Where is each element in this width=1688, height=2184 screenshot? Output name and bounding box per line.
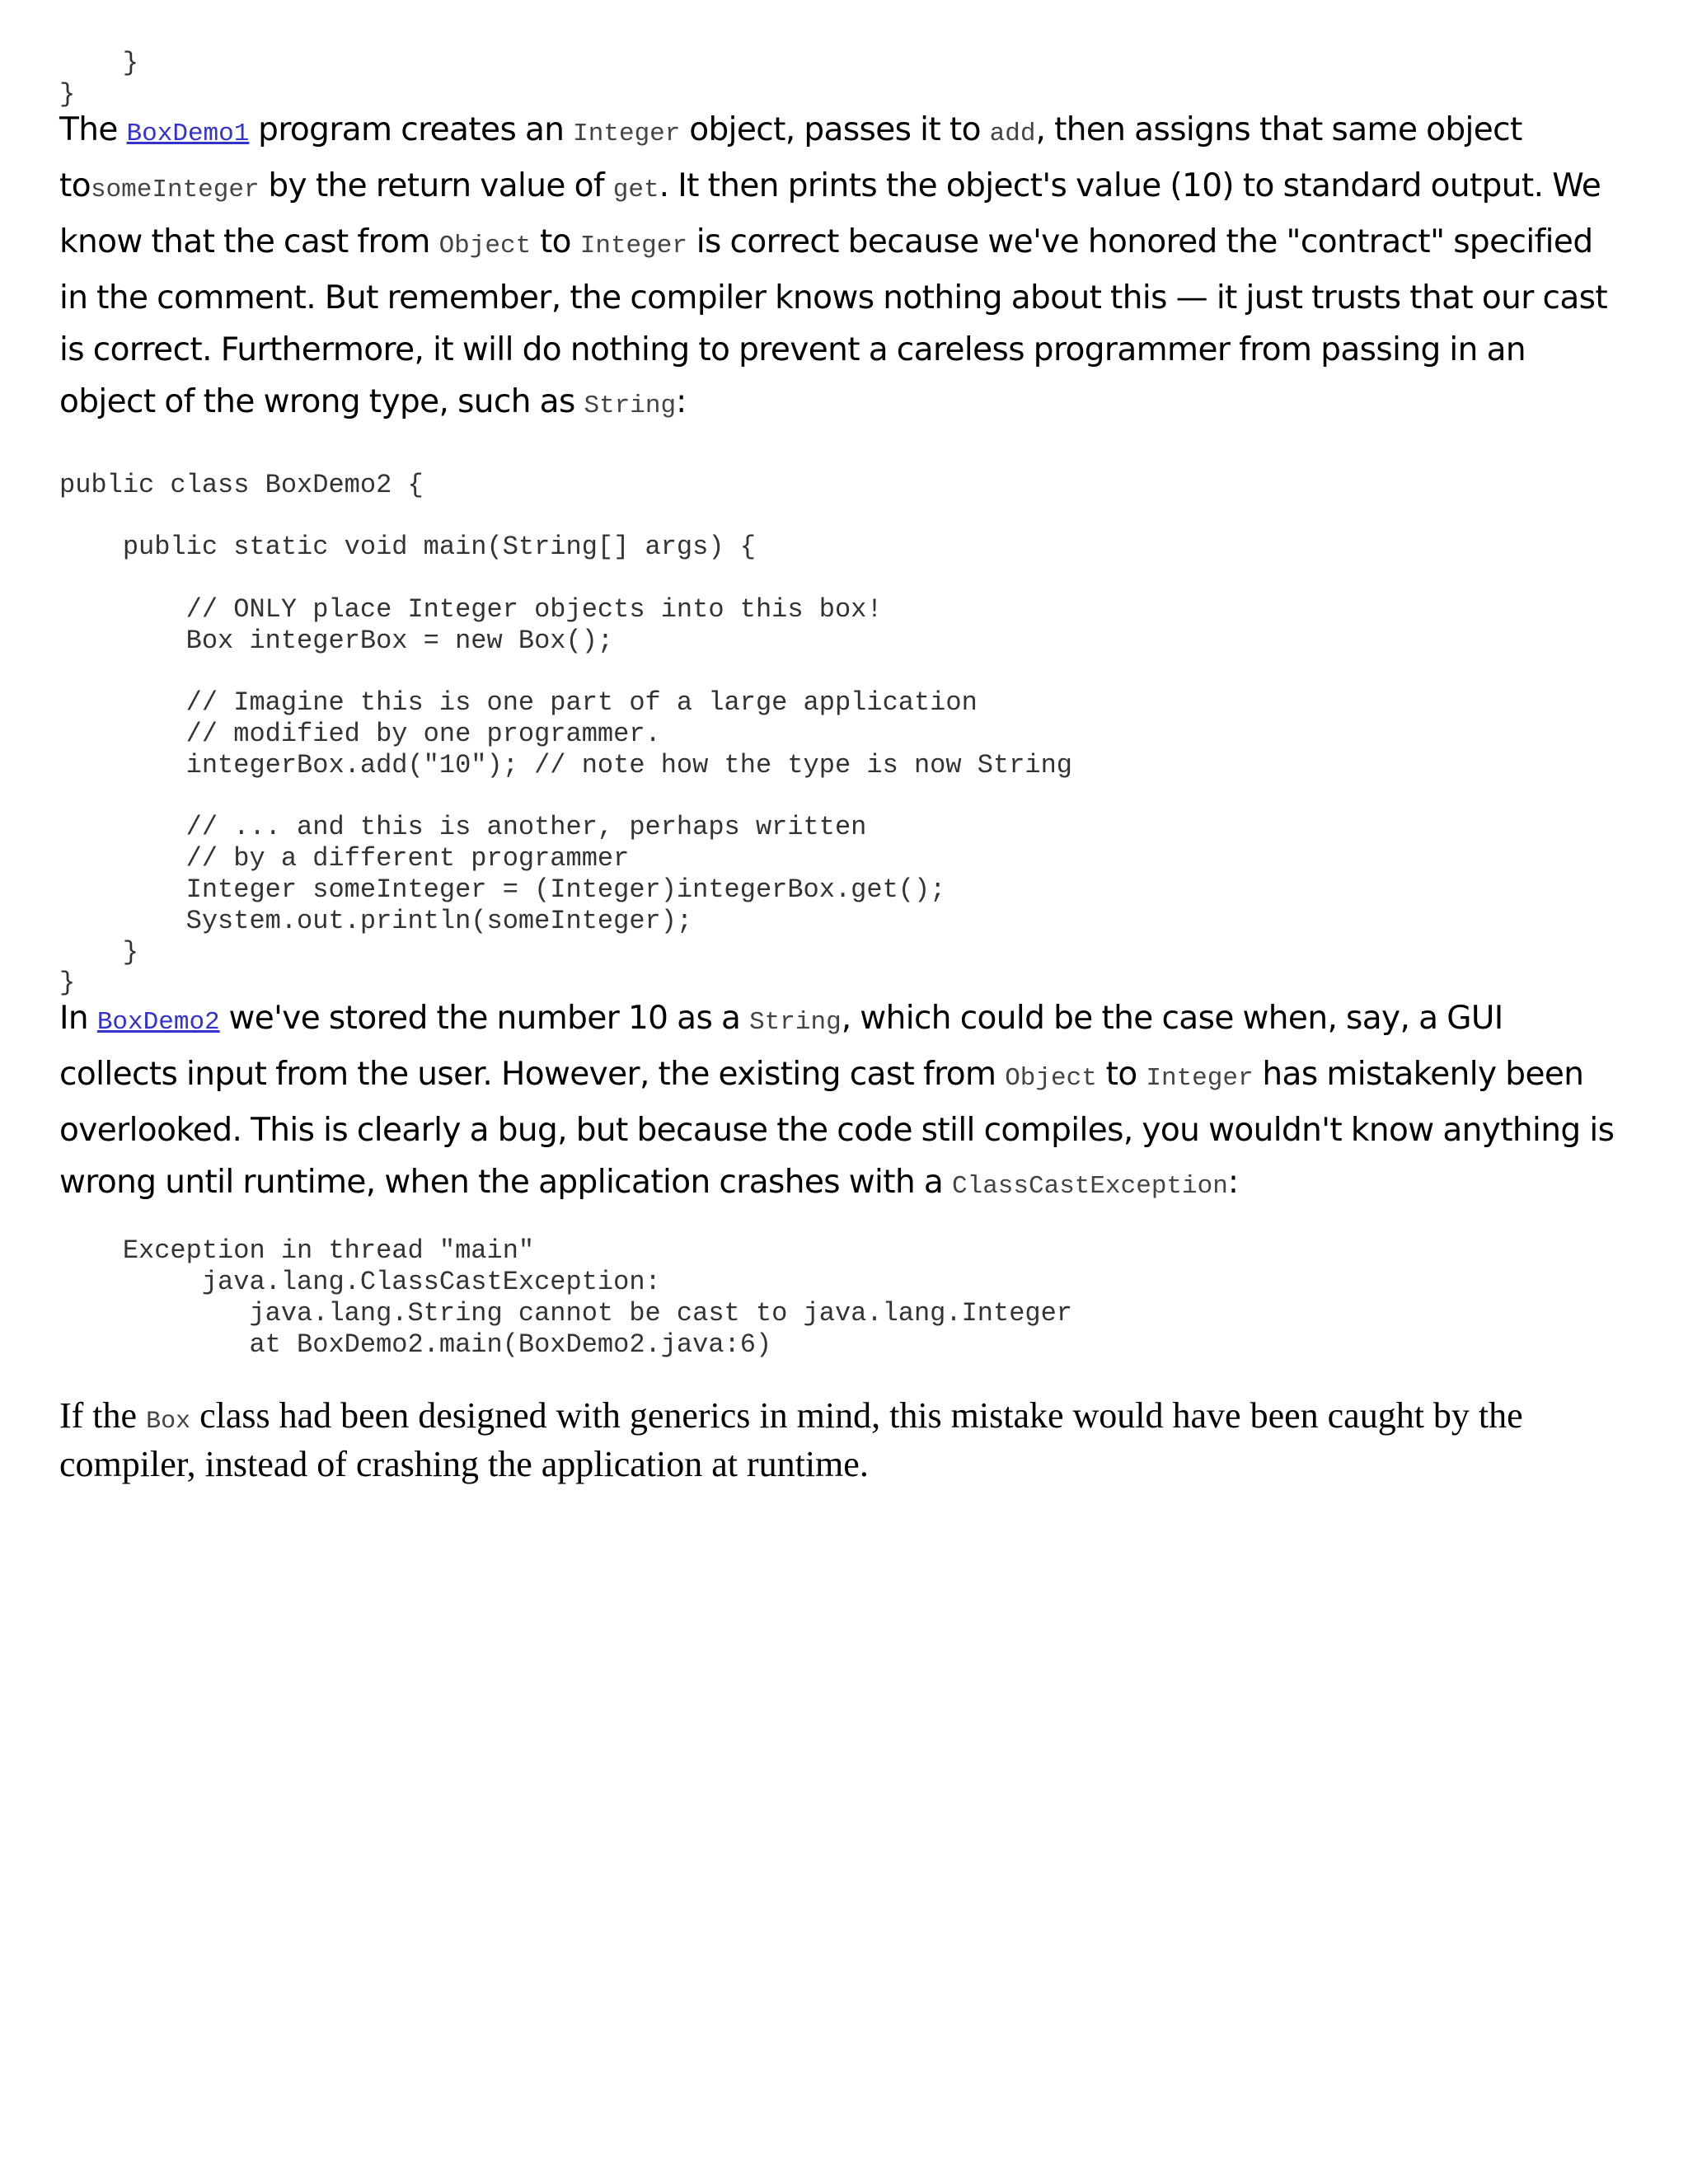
- link-code: BoxDemo2: [96, 1008, 220, 1038]
- code-line: }: [59, 936, 139, 968]
- code-line: // by a different programmer: [59, 843, 630, 874]
- text-run: has mistakenly been overlooked. This is clearly a bug, but because the code still compiles, you wouldn't know anything is wrong until runtime, when the application crashes with a: [59, 1056, 1615, 1202]
- inline-code: String: [584, 391, 677, 420]
- exception-output-block: [59, 1235, 1625, 1360]
- text-run: :: [676, 382, 687, 420]
- paragraph-generics-conclusion: [59, 1394, 1625, 1486]
- text-run: In: [59, 1000, 97, 1038]
- document-page: [59, 48, 1625, 1486]
- text-run: If the: [59, 1395, 147, 1436]
- text-run: by the return value of: [259, 166, 613, 204]
- code-line: System.out.println(someInteger);: [59, 905, 693, 936]
- text-run: to: [531, 223, 580, 260]
- code-line: [59, 500, 1625, 532]
- code-block-boxdemo2: [59, 470, 1625, 1000]
- text-run: we've stored the number 10 as a: [219, 1000, 750, 1038]
- code-line: // Imagine this is one part of a large application: [59, 687, 978, 719]
- boxdemo2-link[interactable]: [97, 1000, 220, 1037]
- inline-code: Object: [1005, 1064, 1097, 1094]
- code-line: Box integerBox = new Box();: [59, 625, 614, 656]
- text-run: , then assigns that same object to: [59, 110, 1522, 204]
- code-line: integerBox.add("10"); // note how the type is now String: [59, 749, 1072, 780]
- inline-code: ClassCastException: [951, 1172, 1228, 1202]
- code-line: Integer someInteger = (Integer)integerBox.get();: [59, 874, 946, 905]
- text-run: . It then prints the object's value (10) to standard output. We know that the cast from: [59, 166, 1601, 260]
- text-run: class had been designed with generics in mind, this mistake would have been caught by the compiler, instead of crashing the application at runtime.: [59, 1395, 1523, 1485]
- code-line: }: [59, 48, 139, 78]
- code-line: java.lang.String cannot be cast to java.lang.Integer: [59, 1297, 1072, 1329]
- inline-code: Integer: [573, 119, 681, 148]
- inline-code: Integer: [1146, 1064, 1254, 1094]
- inline-code: add: [989, 119, 1036, 148]
- text-run: is correct because we've honored the "contract" specified in the comment. But remember, the compiler knows nothing about this — it just trusts that our cast is correct. Furthermore, it will do nothing to prevent a careless programmer from passing in an object of the wrong type, such as: [59, 223, 1608, 420]
- code-line: // modified by one programmer.: [59, 718, 661, 749]
- code-line: at BoxDemo2.main(BoxDemo2.java:6): [59, 1329, 772, 1360]
- inline-code: Box: [146, 1408, 191, 1436]
- code-line: // ... and this is another, perhaps written: [59, 812, 867, 843]
- code-line: [59, 656, 1625, 687]
- text-run: The: [59, 110, 127, 148]
- code-line: }: [59, 968, 76, 999]
- paragraph-boxdemo2: [59, 992, 1625, 1212]
- text-run: program creates an: [249, 110, 574, 148]
- boxdemo1-link[interactable]: [127, 111, 250, 148]
- inline-code: get: [612, 175, 659, 204]
- code-line: [59, 563, 1625, 594]
- inline-code: someInteger: [90, 175, 260, 204]
- code-fragment-top: [59, 48, 1625, 110]
- code-line: }: [59, 78, 76, 110]
- text-run: , which could be the case when, say, a GUI collects input from the user. However, the existing cast from: [59, 1000, 1503, 1094]
- text-run: object, passes it to: [680, 110, 990, 148]
- code-line: Exception in thread "main": [59, 1235, 535, 1267]
- code-line: public static void main(String[] args) {: [59, 532, 756, 563]
- inline-code: String: [749, 1008, 842, 1038]
- code-line: java.lang.ClassCastException:: [59, 1266, 661, 1297]
- inline-code: Object: [438, 231, 532, 260]
- text-run: :: [1227, 1164, 1239, 1202]
- code-line: public class BoxDemo2 {: [59, 469, 424, 500]
- text-run: to: [1096, 1056, 1146, 1094]
- inline-code: Integer: [579, 231, 687, 260]
- code-line: // ONLY place Integer objects into this box!: [59, 593, 883, 625]
- code-line: [59, 781, 1625, 813]
- paragraph-boxdemo1: [59, 104, 1625, 432]
- link-code: BoxDemo1: [126, 119, 250, 148]
